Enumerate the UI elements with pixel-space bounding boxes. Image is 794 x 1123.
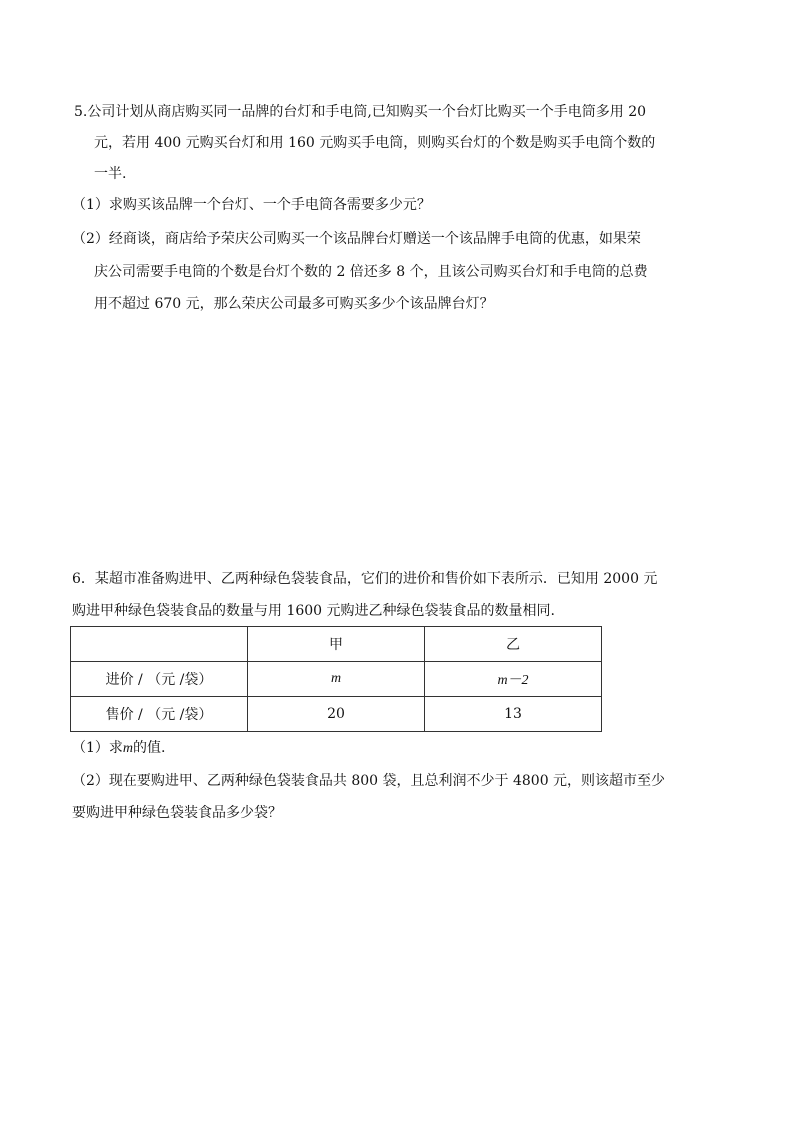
q6-subquestion-1 [72, 738, 166, 759]
q6-line-1: 6．某超市准备购进甲、乙两种绿色袋装食品，它们的进价和售价如下表所示．已知用 2000 元 [72, 571, 658, 587]
q6-sub1-suffix: 的值. [133, 740, 166, 756]
table-header-row [71, 627, 602, 662]
table-cost-jia: m [248, 662, 425, 697]
table-header-empty [71, 627, 248, 662]
price-table [70, 626, 602, 732]
table-row-cost [71, 662, 602, 697]
table-sale-jia: 20 [248, 697, 425, 732]
table-header-yi: 乙 [425, 627, 602, 662]
q5-subquestion-1: （1）求购买该品牌一个台灯、一个手电筒各需要多少元？ [72, 197, 431, 213]
table-row-sale-label: 售价 / （元 /袋） [71, 697, 248, 732]
q5-subquestion-2-line-3: 用不超过 670 元，那么荣庆公司最多可购买多少个该品牌台灯？ [94, 296, 494, 312]
q6-sub1-prefix: （1）求 [72, 740, 123, 756]
q6-sub1-variable: m [122, 741, 134, 756]
q5-subquestion-2-line-2: 庆公司需要手电筒的个数是台灯个数的 2 倍还多 8 个，且该公司购买台灯和手电筒的总费 [94, 264, 648, 280]
q6-subquestion-2-line-2: 要购进甲种绿色袋装食品多少袋？ [72, 805, 282, 821]
table-row-cost-label: 进价 / （元 /袋） [71, 662, 248, 697]
q6-line-2: 购进甲种绿色袋装食品的数量与用 1600 元购进乙种绿色袋装食品的数量相同. [72, 603, 555, 619]
q5-line-1: 5.公司计划从商店购买同一品牌的台灯和手电筒,已知购买一个台灯比购买一个手电筒多用 20 [74, 104, 647, 120]
table-cost-yi: m－2 [425, 662, 602, 697]
q5-subquestion-2-line-1: （2）经商谈，商店给予荣庆公司购买一个该品牌台灯赠送一个该品牌手电筒的优惠，如果荣 [72, 231, 641, 247]
table-header-jia: 甲 [248, 627, 425, 662]
table-row-sale [71, 697, 602, 732]
q5-line-3: 一半. [94, 166, 127, 182]
q5-line-2: 元，若用 400 元购买台灯和用 160 元购买手电筒，则购买台灯的个数是购买手电筒个数的 [94, 135, 656, 151]
table-sale-yi: 13 [425, 697, 602, 732]
q6-subquestion-2-line-1: （2）现在要购进甲、乙两种绿色袋装食品共 800 袋，且总利润不少于 4800 元，则该超市至少 [72, 773, 666, 789]
